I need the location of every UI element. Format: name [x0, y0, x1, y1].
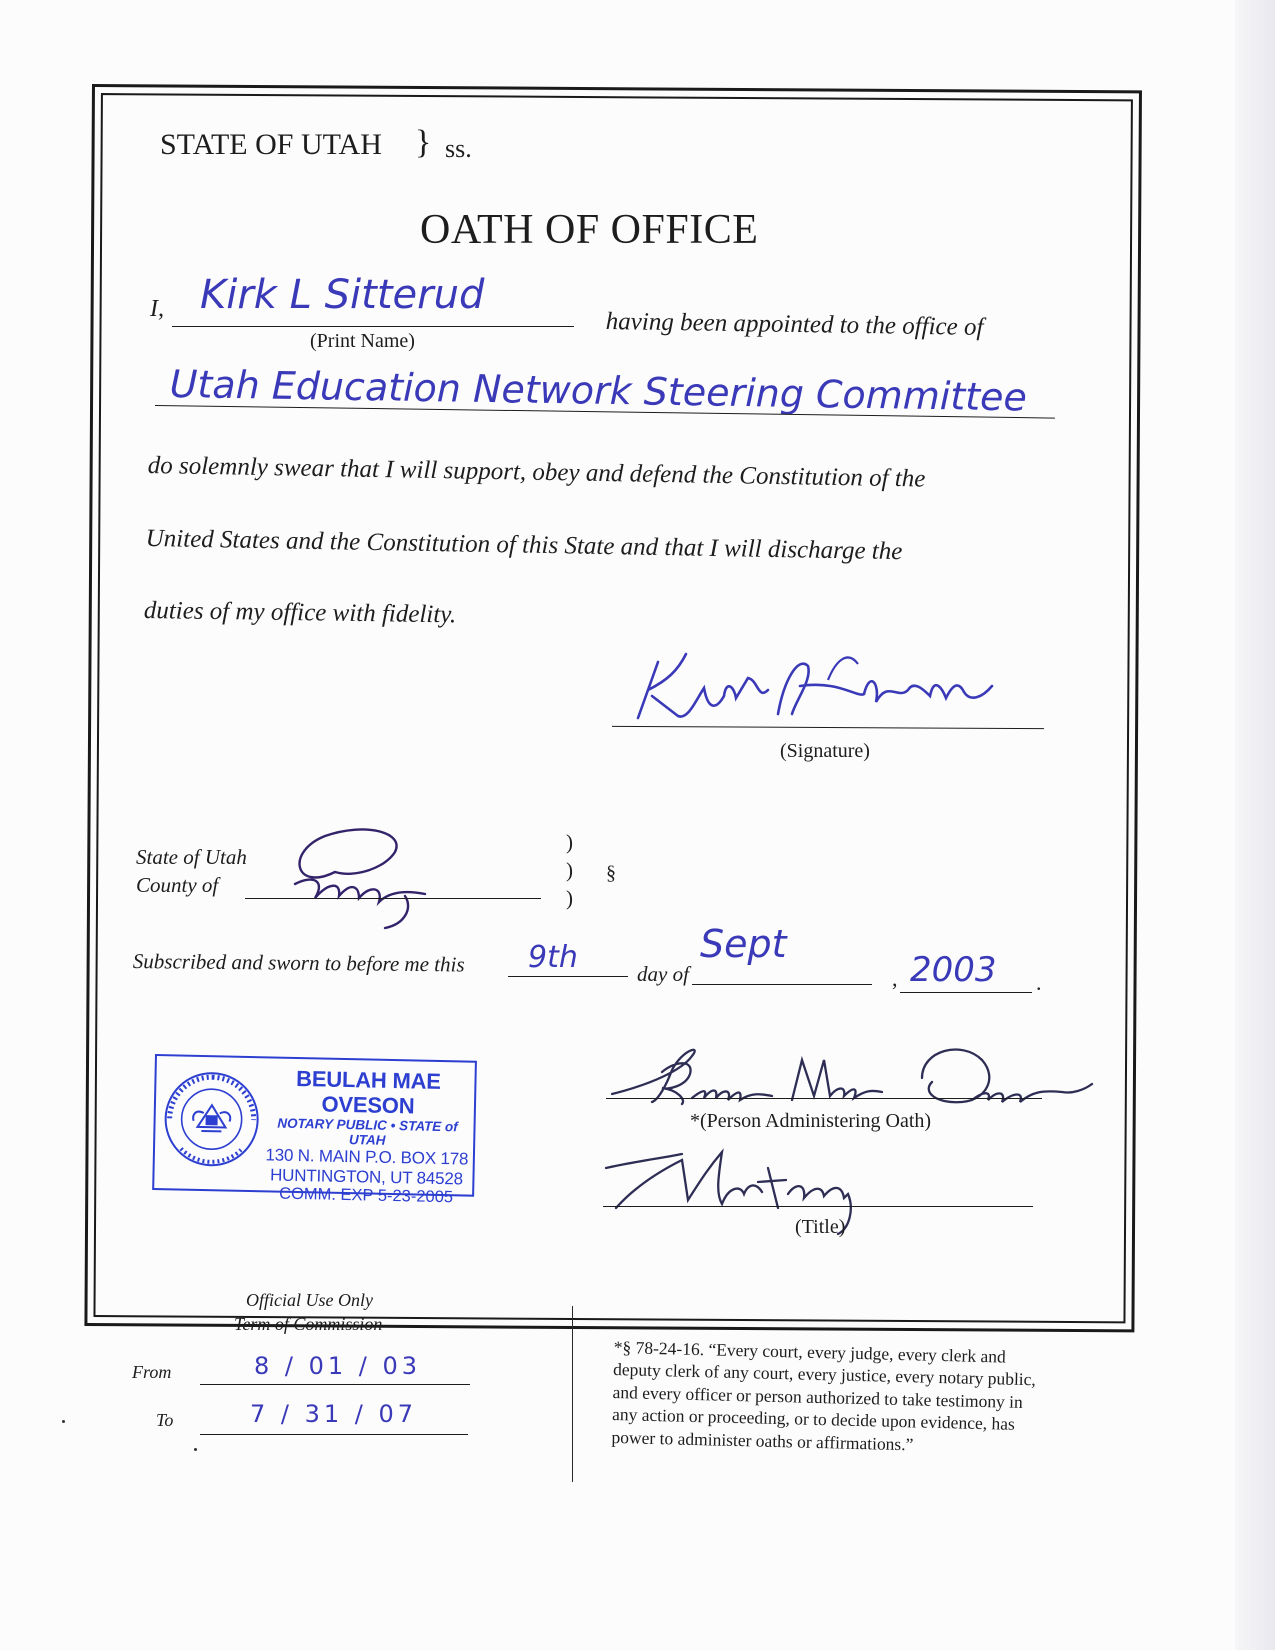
- title-line: [603, 1206, 1033, 1207]
- from-line: [200, 1384, 470, 1385]
- statute-footnote: [611, 1336, 1074, 1459]
- print-name-line: [172, 326, 574, 327]
- state-heading: STATE OF UTAH: [160, 128, 382, 161]
- statute-line-5: power to administer oaths or affirmations.”: [611, 1426, 914, 1454]
- notary-name: BEULAH MAE OVESON: [295, 1065, 442, 1119]
- ss-label: ss.: [445, 134, 472, 163]
- signature-caption: (Signature): [780, 740, 870, 762]
- oath-text-line-3: duties of my office with fidelity.: [143, 597, 457, 629]
- to-label: To: [156, 1410, 174, 1430]
- state-brace: }: [415, 124, 432, 161]
- to-line: [200, 1434, 468, 1435]
- day-of-label: day of: [637, 962, 689, 986]
- oath-text-line-1: do solemnly swear that I will support, obey and defend the Constitution of the: [147, 452, 926, 493]
- venue-state-label: State of Utah: [136, 845, 247, 869]
- statute-line-2: deputy clerk of any court, every justice, every notary public,: [612, 1359, 1037, 1390]
- state-seal-icon: [161, 1068, 263, 1170]
- from-date-value: 8 / 01 / 03: [254, 1352, 422, 1380]
- year-line: [900, 992, 1032, 993]
- venue-paren-3: ): [566, 886, 573, 910]
- section-symbol: §: [606, 862, 616, 884]
- day-value: 9th: [528, 940, 578, 975]
- official-use-heading: Official Use Only: [246, 1290, 373, 1310]
- oath-text-line-2: United States and the Constitution of this State and that I will discharge the: [145, 525, 903, 566]
- year-value: 2003: [910, 950, 997, 990]
- county-handwriting-emery: [255, 812, 445, 932]
- office-value: Utah Education Network Steering Committee: [169, 362, 1028, 420]
- month-value: Sept: [700, 922, 787, 966]
- title-caption: (Title): [795, 1216, 846, 1238]
- oath-signature: [608, 640, 998, 730]
- venue-county-label: County of: [136, 873, 219, 897]
- i-label: I,: [150, 296, 164, 322]
- from-label: From: [132, 1362, 172, 1382]
- administrator-line: [606, 1098, 1042, 1099]
- notary-address-1: 130 N. MAIN P.O. BOX 178: [265, 1145, 469, 1170]
- term-of-commission-heading: Term of Commission: [234, 1314, 383, 1334]
- notary-public-line: NOTARY PUBLIC • STATE of UTAH: [277, 1115, 458, 1149]
- subscribed-sworn-text: Subscribed and sworn to before me this: [132, 949, 465, 977]
- month-line: [692, 984, 872, 985]
- date-comma: ,: [892, 966, 898, 991]
- day-line: [508, 976, 628, 977]
- notary-stamp: [152, 1054, 477, 1206]
- scan-speck: [194, 1448, 197, 1451]
- footer-divider: [572, 1306, 573, 1482]
- statute-line-1: *§ 78-24-16. “Every court, every judge, every clerk and: [613, 1336, 1006, 1367]
- statute-line-3: and every officer or person authorized to take testimony in: [612, 1381, 1024, 1412]
- notary-commission-expiry: COMM. EXP 5-23-2005: [278, 1184, 454, 1206]
- administrator-caption: *(Person Administering Oath): [690, 1110, 932, 1132]
- print-name-caption: (Print Name): [310, 330, 415, 352]
- venue-paren-1: ): [566, 830, 573, 854]
- statute-line-4: any action or proceeding, or to decide upon evidence, has: [611, 1404, 1016, 1435]
- venue-paren-2: ): [566, 858, 573, 882]
- print-name-value: Kirk L Sitterud: [200, 272, 485, 318]
- county-line: [245, 898, 541, 899]
- date-period: .: [1036, 970, 1042, 995]
- notary-address-2: HUNTINGTON, UT 84528: [269, 1164, 464, 1188]
- stamp-text-block: [260, 1066, 475, 1206]
- having-been-appointed-text: having been appointed to the office of: [605, 308, 984, 341]
- form-title: OATH OF OFFICE: [420, 207, 759, 253]
- scan-speck: [62, 1420, 65, 1423]
- to-date-value: 7 / 31 / 07: [250, 1400, 418, 1428]
- page-edge-shadow: [1235, 0, 1275, 1650]
